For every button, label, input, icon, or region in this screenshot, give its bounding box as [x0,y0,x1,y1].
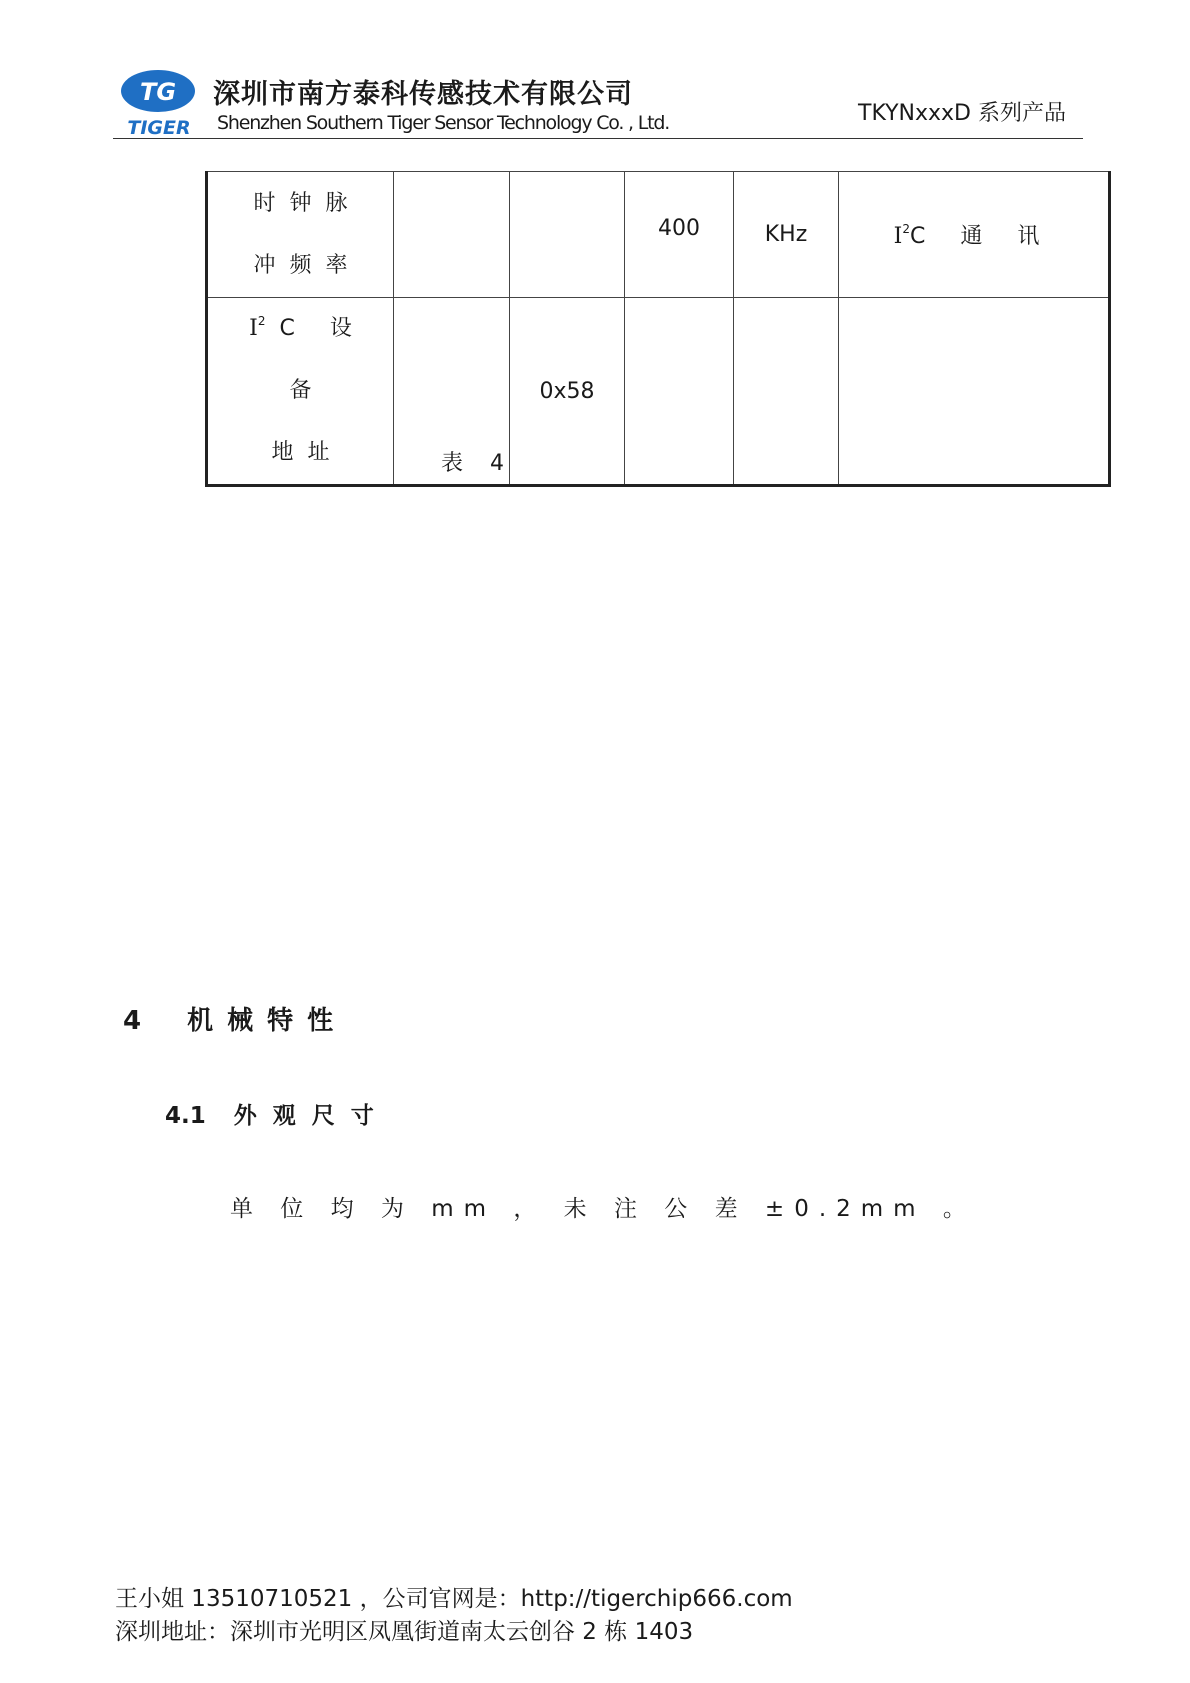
max-cell [625,298,734,486]
note-sup: 2 [902,222,910,236]
header-divider [113,138,1083,139]
param-line: 冲频率 [253,252,362,278]
company-logo [115,64,205,138]
param-line: 地址 [271,440,344,465]
note-i: I [893,224,903,249]
param-sup: 2 [257,314,280,328]
max-cell [625,172,734,298]
note-cell [839,298,1110,486]
product-series: TKYNxxxD 系列产品 [858,101,1066,126]
spec-table [205,171,1111,487]
subsection-heading [165,1097,390,1130]
table-caption: 表 4 [441,451,514,476]
note-text: C 通 讯 [909,224,1054,249]
footer-address: 深圳地址：深圳市光明区凤凰街道南太云创谷 2 栋 1403 [115,1619,694,1645]
min-cell [394,172,510,298]
subsection-title: 外观尺寸 [233,1103,390,1129]
unit-cell: KHz [734,172,839,298]
typ-cell: 0x58 [510,298,625,486]
max-value: 400 [658,216,700,241]
tiger-logo-icon [115,64,205,138]
subsection-number: 4.1 [165,1103,206,1129]
param-text: C 设 备 [279,316,366,403]
section-number: 4 [123,1006,142,1036]
table-row [207,172,1110,298]
footer-contact: 王小姐 13510710521 ，公司官网是：http://tigerchip666.com [115,1586,793,1612]
units-note: 单 位 均 为 mm ， 未 注 公 差 ±0.2mm 。 [230,1196,976,1222]
section-heading [123,1000,347,1037]
param-line [208,298,393,422]
table-row [207,298,1110,486]
company-name-en: Shenzhen Southern Tiger Sensor Technology Co. , Ltd. [217,112,670,134]
note-cell [839,172,1110,298]
logo-mark: TG [139,78,177,106]
param-line: 时钟脉 [253,190,362,216]
typ-cell [510,172,625,298]
company-name-cn: 深圳市南方泰科传感技术有限公司 [213,79,633,110]
param-i: I [249,316,258,341]
logo-wordmark: TIGER [127,117,191,138]
param-cell [207,172,394,298]
unit-cell [734,298,839,486]
section-title: 机械特性 [187,1006,348,1036]
param-cell [207,298,394,486]
